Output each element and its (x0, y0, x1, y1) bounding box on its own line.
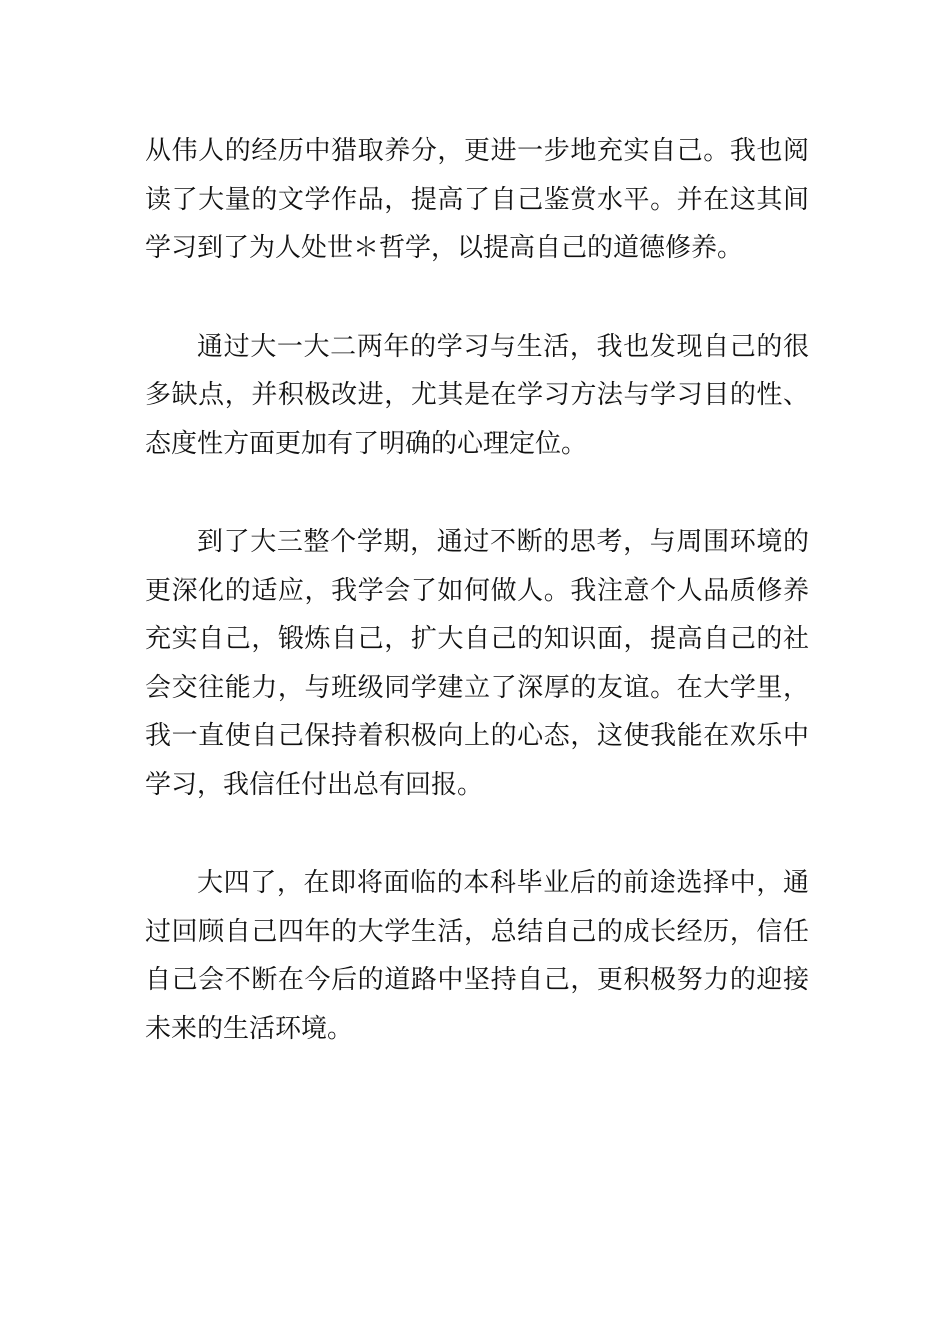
paragraph-4: 大四了，在即将面临的本科毕业后的前途选择中，通过回顾自己四年的大学生活，总结自己的成长经历，信任自己会不断在今后的道路中坚持自己，更积极努力的迎接未来的生活环境。 (145, 868, 809, 1044)
paragraph-2: 通过大一大二两年的学习与生活，我也发现自己的很多缺点，并积极改进，尤其是在学习方法与学习目的性、态度性方面更加有了明确的心理定位。 (145, 331, 809, 459)
paragraph-3: 到了大三整个学期，通过不断的思考，与周围环境的更深化的适应，我学会了如何做人。我注意个人品质修养充实自己，锻炼自己，扩大自己的知识面，提高自己的社会交往能力，与班级同学建立了深厚的友谊。在大学里，我一直使自己保持着积极向上的心态，这使我能在欢乐中学习，我信任付出总有回报。 (145, 527, 809, 800)
document-body (145, 127, 809, 1103)
paragraph-1: 从伟人的经历中猎取养分，更进一步地充实自己。我也阅读了大量的文学作品，提高了自己鉴赏水平。并在这其间学习到了为人处世＊哲学，以提高自己的道德修养。 (145, 136, 809, 263)
